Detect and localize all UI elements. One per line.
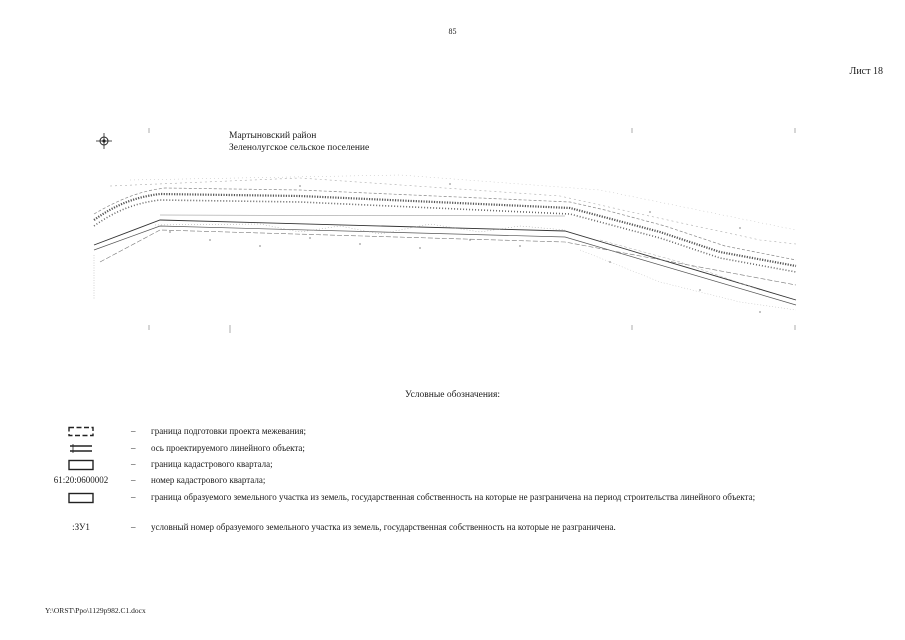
sheet-label: Лист 18 [849,66,883,77]
legend-dash: – [131,522,136,532]
north-arrow-icon [96,133,112,149]
file-path: Y:\ORST\Ppo\1129р982.С1.docx [45,606,146,615]
legend-text: граница образуемого земельного участка из земель, государственная собственность на которые не разграничена на период строительства линейного объекта; [151,492,756,502]
page-number: 85 [448,27,457,36]
legend-text: граница кадастрового квартала; [151,459,273,469]
legend-text: граница подготовки проекта межевания; [151,426,307,436]
project-lines [94,215,796,310]
legend-dash: – [131,459,136,469]
road-corridor [94,175,796,272]
rectangle-symbol [45,459,117,471]
legend-text: условный номер образуемого земельного участка из земель, государственная собственность на которые не разграничена. [151,522,616,532]
plot-number-symbol: :ЗУ1 [72,522,90,532]
terrain-marks [169,183,761,313]
quarter-number-symbol: 61:20:0600002 [53,475,109,485]
district-label: Мартыновский район [229,131,317,141]
legend-dash: – [131,475,136,485]
frame-ticks [149,128,795,333]
legend-dash: – [131,443,136,453]
legend-dash: – [131,426,136,436]
land-plot-rectangle-symbol [45,492,117,504]
legend-text: ось проектируемого линейного объекта; [151,443,305,453]
settlement-label: Зеленолугское сельское поселение [229,143,370,153]
legend-dash: – [131,492,136,502]
dashed-rectangle-symbol [45,426,117,438]
legend-text: номер кадастрового квартала; [151,475,266,485]
axis-line-symbol [45,443,117,455]
legend-title: Условные обозначения: [404,390,500,400]
